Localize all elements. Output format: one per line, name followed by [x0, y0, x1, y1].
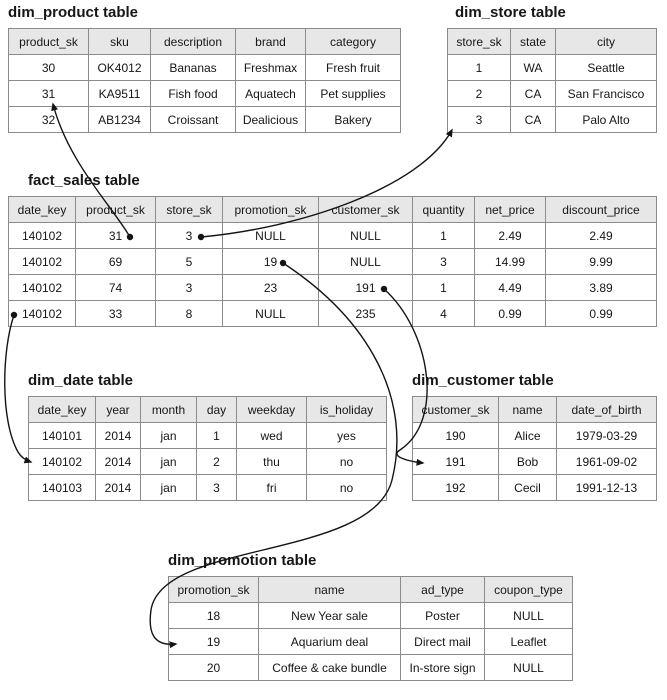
table-cell: Dealicious — [236, 107, 306, 133]
table-cell: Pet supplies — [306, 81, 401, 107]
table-cell: 0.99 — [475, 301, 546, 327]
dim-promotion-table — [168, 576, 573, 681]
table-cell: NULL — [319, 223, 413, 249]
table-cell: 190 — [413, 423, 499, 449]
table-cell: 0.99 — [546, 301, 657, 327]
table-cell: 18 — [169, 603, 259, 629]
table-row — [9, 107, 401, 133]
table-cell: 8 — [156, 301, 223, 327]
table-cell: Fish food — [151, 81, 236, 107]
table-cell: 1 — [413, 275, 475, 301]
dim-customer-title: dim_customer table — [412, 372, 554, 389]
table-cell: OK4012 — [89, 55, 151, 81]
table-cell: 33 — [76, 301, 156, 327]
dim-promotion-title: dim_promotion table — [168, 552, 317, 569]
table-cell: 1 — [448, 55, 511, 81]
table-cell: NULL — [319, 249, 413, 275]
column-header: sku — [89, 29, 151, 55]
table-cell: 235 — [319, 301, 413, 327]
table-cell: 3 — [197, 475, 237, 501]
table-cell: CA — [511, 81, 556, 107]
table-cell: AB1234 — [89, 107, 151, 133]
table-row — [9, 275, 657, 301]
table-cell: 5 — [156, 249, 223, 275]
table-cell: NULL — [485, 603, 573, 629]
dim-product-title: dim_product table — [8, 4, 139, 21]
table-cell: 4 — [413, 301, 475, 327]
dim-product-table — [8, 28, 401, 133]
column-header: name — [499, 397, 557, 423]
table-row — [9, 301, 657, 327]
table-cell: jan — [141, 423, 197, 449]
table-row — [448, 55, 657, 81]
dim-promotion-table-block — [168, 552, 573, 681]
table-cell: 3.89 — [546, 275, 657, 301]
table-cell: 2.49 — [475, 223, 546, 249]
table-cell: In-store sign — [401, 655, 485, 681]
table-cell: 23 — [223, 275, 319, 301]
column-header: discount_price — [546, 197, 657, 223]
table-cell: 140102 — [29, 449, 96, 475]
table-cell: 191 — [413, 449, 499, 475]
table-cell: New Year sale — [259, 603, 401, 629]
table-cell: 1991-12-13 — [557, 475, 657, 501]
table-cell: 2 — [197, 449, 237, 475]
table-cell: 140101 — [29, 423, 96, 449]
column-header: date_of_birth — [557, 397, 657, 423]
table-cell: NULL — [223, 223, 319, 249]
table-row — [29, 475, 387, 501]
table-cell: 191 — [319, 275, 413, 301]
table-row — [169, 655, 573, 681]
dim-product-table-block — [8, 4, 401, 133]
column-header: promotion_sk — [223, 197, 319, 223]
table-cell: Bananas — [151, 55, 236, 81]
table-cell: 140103 — [29, 475, 96, 501]
dim-date-table — [28, 396, 387, 501]
table-cell: 3 — [156, 275, 223, 301]
table-row — [448, 107, 657, 133]
dim-store-title: dim_store table — [455, 4, 566, 21]
column-header: store_sk — [156, 197, 223, 223]
table-cell: San Francisco — [556, 81, 657, 107]
table-row — [448, 81, 657, 107]
table-cell: yes — [307, 423, 387, 449]
table-cell: Direct mail — [401, 629, 485, 655]
table-cell: NULL — [223, 301, 319, 327]
column-header: date_key — [29, 397, 96, 423]
table-cell: NULL — [485, 655, 573, 681]
table-cell: 1 — [413, 223, 475, 249]
table-cell: Croissant — [151, 107, 236, 133]
table-row — [413, 475, 657, 501]
table-cell: fri — [237, 475, 307, 501]
table-cell: 3 — [413, 249, 475, 275]
column-header: product_sk — [9, 29, 89, 55]
table-cell: Aquatech — [236, 81, 306, 107]
column-header: coupon_type — [485, 577, 573, 603]
column-header: year — [96, 397, 141, 423]
dim-date-table-block — [28, 372, 387, 501]
table-cell: 3 — [156, 223, 223, 249]
table-cell: 140102 — [9, 249, 76, 275]
table-cell: 69 — [76, 249, 156, 275]
table-cell: 31 — [9, 81, 89, 107]
table-cell: thu — [237, 449, 307, 475]
table-cell: 19 — [223, 249, 319, 275]
column-header: name — [259, 577, 401, 603]
header-row — [413, 397, 657, 423]
fact-sales-table — [8, 196, 657, 327]
dim-store-table-block — [447, 4, 657, 133]
column-header: weekday — [237, 397, 307, 423]
table-cell: 74 — [76, 275, 156, 301]
table-cell: jan — [141, 475, 197, 501]
header-row — [9, 29, 401, 55]
table-cell: no — [307, 449, 387, 475]
column-header: city — [556, 29, 657, 55]
table-cell: 1 — [197, 423, 237, 449]
table-cell: 192 — [413, 475, 499, 501]
table-row — [169, 603, 573, 629]
table-cell: no — [307, 475, 387, 501]
header-row — [9, 197, 657, 223]
table-cell: Coffee & cake bundle — [259, 655, 401, 681]
table-cell: Leaflet — [485, 629, 573, 655]
column-header: quantity — [413, 197, 475, 223]
table-cell: KA9511 — [89, 81, 151, 107]
table-cell: Palo Alto — [556, 107, 657, 133]
column-header: product_sk — [76, 197, 156, 223]
table-row — [9, 223, 657, 249]
table-cell: 19 — [169, 629, 259, 655]
column-header: day — [197, 397, 237, 423]
column-header: description — [151, 29, 236, 55]
table-cell: WA — [511, 55, 556, 81]
column-header: ad_type — [401, 577, 485, 603]
dim-customer-table — [412, 396, 657, 501]
table-cell: 3 — [448, 107, 511, 133]
table-row — [9, 249, 657, 275]
table-cell: Seattle — [556, 55, 657, 81]
column-header: store_sk — [448, 29, 511, 55]
table-row — [413, 449, 657, 475]
table-row — [9, 81, 401, 107]
table-row — [29, 449, 387, 475]
table-cell: 31 — [76, 223, 156, 249]
table-row — [9, 55, 401, 81]
table-cell: 32 — [9, 107, 89, 133]
column-header: category — [306, 29, 401, 55]
table-cell: 4.49 — [475, 275, 546, 301]
table-cell: Aquarium deal — [259, 629, 401, 655]
dim-date-title: dim_date table — [28, 372, 134, 389]
table-cell: 14.99 — [475, 249, 546, 275]
column-header: net_price — [475, 197, 546, 223]
table-cell: 2014 — [96, 449, 141, 475]
table-cell: 20 — [169, 655, 259, 681]
column-header: customer_sk — [319, 197, 413, 223]
table-cell: 2 — [448, 81, 511, 107]
dim-customer-table-block — [412, 372, 657, 501]
table-cell: 9.99 — [546, 249, 657, 275]
table-cell: 140102 — [9, 275, 76, 301]
table-cell: CA — [511, 107, 556, 133]
table-cell: Freshmax — [236, 55, 306, 81]
table-cell: 2014 — [96, 475, 141, 501]
column-header: brand — [236, 29, 306, 55]
table-cell: 1961-09-02 — [557, 449, 657, 475]
column-header: promotion_sk — [169, 577, 259, 603]
fact-sales-table-block — [8, 172, 657, 327]
table-cell: 140102 — [9, 223, 76, 249]
table-cell: Poster — [401, 603, 485, 629]
table-cell: wed — [237, 423, 307, 449]
column-header: is_holiday — [307, 397, 387, 423]
dim-store-table — [447, 28, 657, 133]
table-cell: 2014 — [96, 423, 141, 449]
table-cell: 140102 — [9, 301, 76, 327]
column-header: date_key — [9, 197, 76, 223]
table-cell: 2.49 — [546, 223, 657, 249]
header-row — [448, 29, 657, 55]
header-row — [169, 577, 573, 603]
table-cell: 1979-03-29 — [557, 423, 657, 449]
table-cell: Fresh fruit — [306, 55, 401, 81]
table-row — [169, 629, 573, 655]
table-cell: Bakery — [306, 107, 401, 133]
fact-sales-title: fact_sales table — [28, 172, 140, 189]
table-cell: 30 — [9, 55, 89, 81]
table-row — [29, 423, 387, 449]
column-header: state — [511, 29, 556, 55]
column-header: customer_sk — [413, 397, 499, 423]
table-cell: Alice — [499, 423, 557, 449]
header-row — [29, 397, 387, 423]
table-cell: Bob — [499, 449, 557, 475]
table-cell: jan — [141, 449, 197, 475]
table-row — [413, 423, 657, 449]
table-cell: Cecil — [499, 475, 557, 501]
column-header: month — [141, 397, 197, 423]
